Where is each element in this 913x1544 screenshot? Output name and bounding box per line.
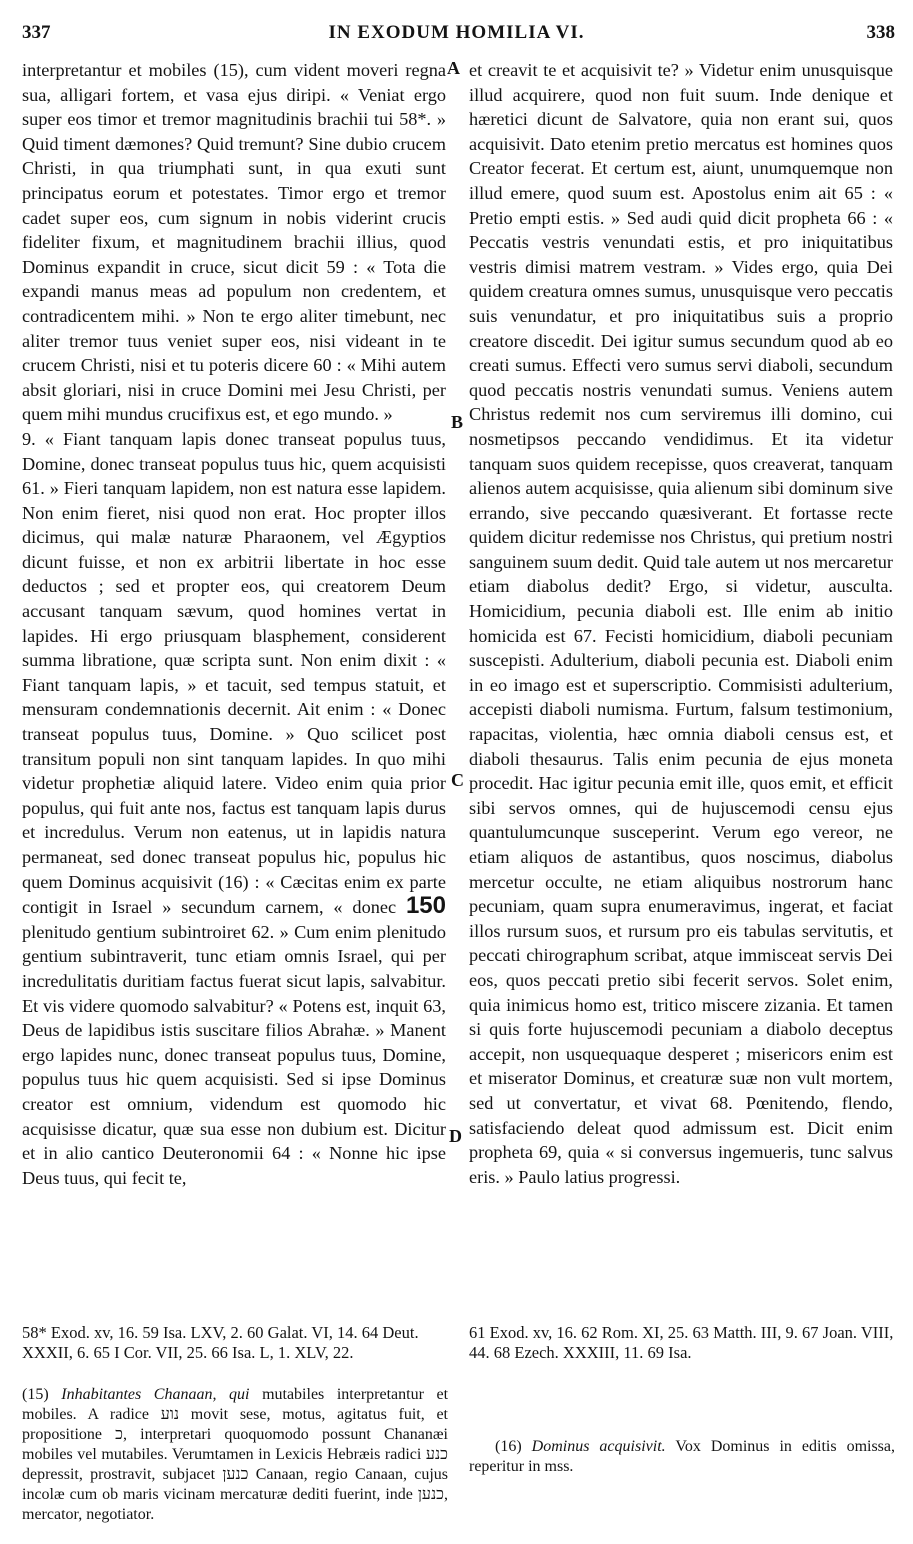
footnote-15-text: mutabiles interpretantur et mobiles. A radice נוע movit sese, motus, agitatus fuit, et propositione כ, interpretari quoquomodo possunt Chananæi mobiles vel mutabiles. Verumtamen in Lexicis Hebræis radici כנע depressit, prostravit, subjacet כנען Canaan, regio Canaan, cujus incolæ cum ob maris vicinam mercaturæ dediti fuerint, inde כנען, mercator, negotiator. bbox=[22, 1386, 449, 1523]
paragraph-9-text-part-2: plenitudo gentium subintroiret 62. » Cum enim plenitudo gentium subintraverit, tunc etiam omnis Israel, qui per incredulitatis duritiam factus fuerat sicut lapis, salvabitur. Et vis videre quomodo salvabitur? « Potens est, inquit 63, Deus de lapidibus istis suscitare filios Abrahæ. » Manent ergo lapides nunc, donec transeat populus tuus, Domine, populus tuus hic quem acquisisti. Sed si ipse Dominus creator est omnium, videndum est quomodo hic acquisisse dicatur, quæ sua esse non dubium est. Dicitur et in alio cantico Deuteronomii 64 : « Nonne hic ipse Deus tuus, qui fecit te, bbox=[22, 921, 446, 1188]
left-paragraph-2 bbox=[22, 427, 446, 1190]
margin-letter-d: D bbox=[449, 1126, 462, 1146]
right-text-column bbox=[469, 58, 893, 1189]
left-paragraph-1: interpretantur et mobiles (15), cum vident moveri regna sua, alligari fortem, et vasa ejus diripi. « Veniat ergo super eos timor et tremor magnitudinis brachii tui 58*. » Quid timent dæmones? Quid tremunt? Sine dubio crucem Christi, in qua triumphati sunt, in qua exuti sunt principatus eorum et potestates. Timor ergo et tremor cadet super eos, cum signum in nobis viderint crucis fideliter fixum, et magnitudinem brachii illius, quod Dominus expandit in cruce, sicut dicit 59 : « Tota die expandi manus meas ad populum non credentem, et contradicentem mihi. » Non te ergo aliter timebunt, nec aliter tremor tuus veniet super eos, nisi videant in te crucem Christi, nisi et tu poteris dicere 60 : « Mihi autem absit gloriari, nisi in cruce Domini mei Jesu Christi, per quem mihi mundus crucifixus est, et ego mundo. » bbox=[22, 60, 446, 425]
footnote-16-label: (16) bbox=[495, 1438, 522, 1455]
footnote-15-label: (15) bbox=[22, 1386, 49, 1403]
footnote-15 bbox=[22, 1385, 448, 1525]
footnote-16-lead: Dominus acquisivit. bbox=[531, 1438, 666, 1455]
left-text-column bbox=[22, 58, 446, 1190]
margin-letter-a: A bbox=[447, 58, 460, 78]
footnote-15-lead: Inhabitantes Chanaan, qui bbox=[61, 1386, 250, 1403]
footnote-16-text: Vox Dominus in editis omissa, reperitur in mss. bbox=[469, 1438, 896, 1475]
running-title: IN EXODUM HOMILIA VI. bbox=[328, 22, 585, 43]
right-paragraph-1: et creavit te et acquisivit te? » Videtur enim unusquisque illud acquirere, quod non fuit suum. Inde denique et hæretici dicunt de Salvatore, quia non erant sui, quos acquisivit. Dato etenim pretio mercatus est homines quos Creator fecerat. Et certum est, aiunt, unumquemque non illud emere, quod suum est. Apostolus enim ait 65 : « Pretio empti estis. » Sed audi quid dicit propheta 66 : « Peccatis vestris venundati estis, et pro iniquitatibus vestris dimisi matrem vestram. » Vides ergo, quia Dei quidem creatura omnes sumus, unusquisque vero peccatis suis venundatur, et pro iniquitatibus suis a proprio creatore discedit. Dei igitur sumus secundum quod ab eo creati sumus. Effecti vero sumus servi diaboli, secundum quod peccatis nostris venundati sumus. Veniens autem Christus redemit nos cum serviremus illi domino, cui nosmetipsos peccando vendidimus. Et ita videtur tanquam suos quidem recepisse, quos creaverat, tanquam alienos autem acquisisse, quia alienum sibi dominum sive errando, sive peccando quæsiverant. Et fortasse recte quidem dicitur redemisse nos Christus, qui pretium nostri sanguinem suum dedit. Quid tale autem ut nos mercaretur etiam diabolus dedit? Ergo, si videtur, ausculta. Homicidium, pecunia diaboli est. Ille enim ab initio homicida est 67. Fecisti homicidium, diaboli pecuniam suscepisti. Adulterium, diaboli pecunia est. Diaboli enim in eo imago est et superscriptio. Commisisti adulterium, accepisti diaboli numisma. Furtum, falsum testimonium, rapacitas, violentia, hæc omnia diaboli census est, et diaboli thesaurus. Talis enim pecunia de ejus moneta procedit. Hac igitur pecunia emit ille, quos emit, et efficit sibi servos omnes, qui de hujuscemodi censu ejus quantulumcunque susceperint. Verum ego vereor, ne etiam aliquos de astantibus, quos noscimus, diabolus mercetur occulte, ne etiam aliquibus nostrorum hanc pecuniam, quam supra enumeravimus, ingerat, et faciat illos rursum suos, et rursum pro eis tabulas servitutis, et peccati chirographum scribat, atque immisceat servis Dei eos, quos peccati pretio sibi fecerit servos. Solet enim, quia inimicus homo est, tritico miscere zizania. Et tamen si quis forte hujuscemodi pecuniam a diabolo deceptus accepit, non usquequaque desperet ; misericors enim est et miserator Dominus, et creaturæ suæ non vult mortem, sed ut convertatur, et vivat 68. Pœnitendo, flendo, satisfaciendo deleat quod admissum est. Dicit enim propheta 69, quia « si conversus ingemueris, tunc salvus eris. » Paulo latius progressi. bbox=[469, 60, 893, 1187]
paragraph-9-text-part-1: 9. « Fiant tanquam lapis donec transeat populus tuus, Domine, donec transeat populus tuus hic, quem acquisisti 61. » Fieri tanquam lapidem, non est natura esse lapidem. Non enim fieret, nisi quod non erat. Hoc propter illos dicimus, qui malæ naturæ Pharaonem, vel Ægyptios dicunt fuisse, et non ex arbitrii libertate in hoc esse deductos ; sed et propter eos, qui creatorem Deum accusant tanquam sævum, quod homines vertat in lapides. Hi ergo priusquam blasphement, considerent summa libratione, quæ scripta sunt. Non enim dixit : « Fiant tanquam lapis, » et tacuit, sed tempus statuit, et mensuram condemnationis decernit. Ait enim : « Donec transeat populus tuus, Domine. » Quo scilicet post transitum populi non sint tanquam lapides. In quo mihi videtur prophetiæ aliquid latere. Video enim quia prior populus, qui fuit ante nos, factus est tanquam lapis durus et incredulus. Verum non eatenus, ut in lapidis natura permaneat, sed donec transeat populus hic, populus hic quem Dominus acquisivit (16) : « Cæcitas enim ex parte contigit in Israel » secundum carnem, « donec bbox=[22, 428, 446, 918]
margin-letter-c: C bbox=[451, 770, 464, 790]
left-page-number: 337 bbox=[22, 22, 51, 43]
scripture-references-left: 58* Exod. xv, 16. 59 Isa. LXV, 2. 60 Galat. VI, 14. 64 Deut. XXXII, 6. 65 I Cor. VII, 25. 66 Isa. L, 1. XLV, 22. bbox=[22, 1323, 419, 1362]
column-number-marker: 150 bbox=[405, 892, 446, 920]
footnote-16 bbox=[469, 1437, 895, 1477]
margin-letter-b: B bbox=[451, 412, 464, 432]
scripture-references-right: 61 Exod. xv, 16. 62 Rom. XI, 25. 63 Matth. III, 9. 67 Joan. VIII, 44. 68 Ezech. XXXIII, 11. 69 Isa. bbox=[469, 1323, 894, 1362]
right-page-number: 338 bbox=[866, 22, 895, 43]
